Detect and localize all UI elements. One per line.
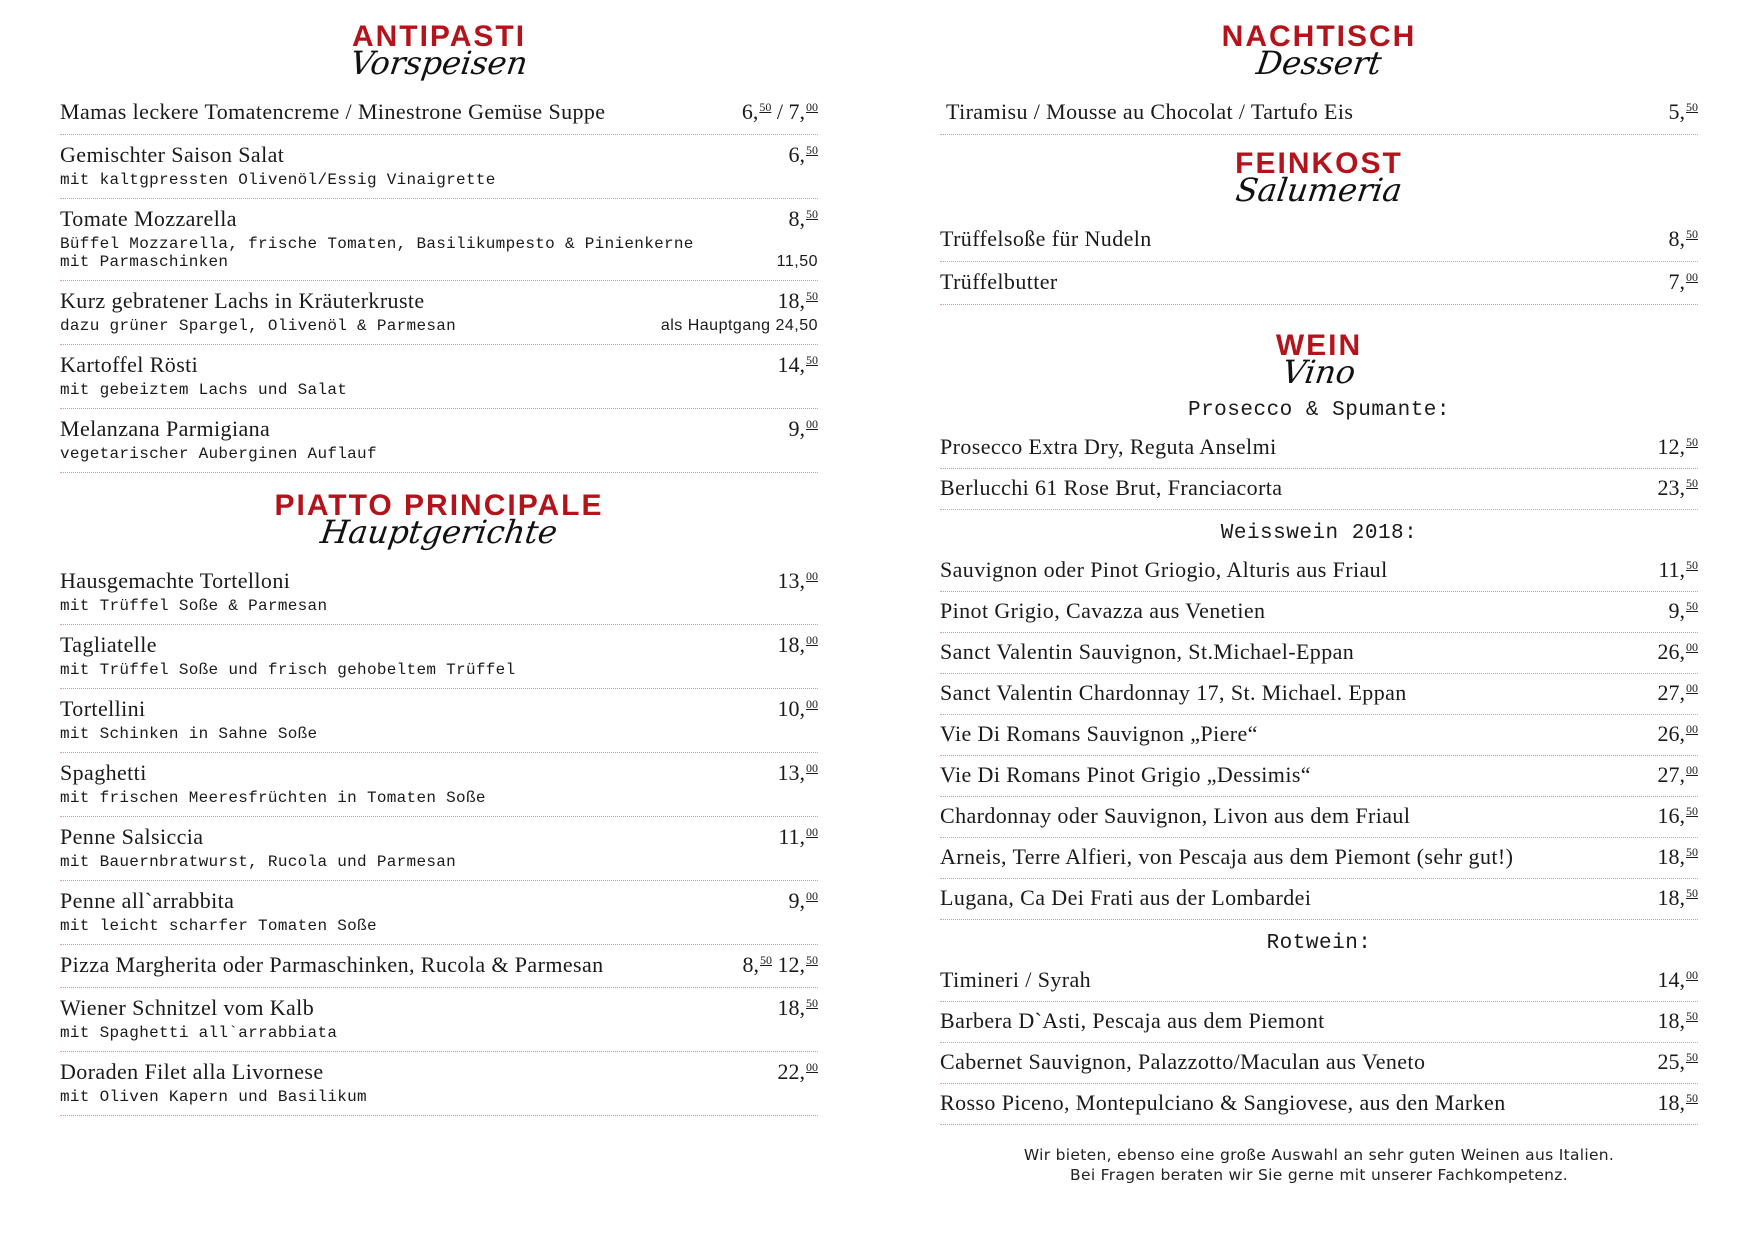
item-price: 26,00 (1657, 639, 1698, 664)
wine-list (940, 399, 1698, 1125)
item-name: Mamas leckere Tomatencreme / Minestrone Gemüse Suppe (60, 99, 606, 124)
item-price: 11,00 (778, 824, 818, 849)
item-name: Vie Di Romans Sauvignon „Piere“ (940, 721, 1258, 746)
item-name: Vie Di Romans Pinot Grigio „Dessimis“ (940, 762, 1311, 787)
item-name: Rosso Piceno, Montepulciano & Sangiovese, aus den Marken (940, 1090, 1506, 1115)
menu-item (60, 988, 818, 1052)
item-price: 18,50 (1657, 844, 1698, 869)
item-name: Gemischter Saison Salat (60, 142, 285, 167)
item-price: 22,00 (777, 1059, 818, 1084)
item-price: 5,50 (1668, 99, 1698, 124)
item-description: mit Schinken in Sahne Soße (60, 725, 318, 743)
item-price: 27,00 (1657, 762, 1698, 787)
wine-item (940, 592, 1698, 633)
item-description: vegetarischer Auberginen Auflauf (60, 445, 377, 463)
wine-note-line1: Wir bieten, ebenso eine große Auswahl an sehr guten Weinen aus Italien. (1023, 1146, 1615, 1164)
item-name: Hausgemachte Tortelloni (60, 568, 291, 593)
item-name: Penne all`arrabbita (60, 888, 235, 913)
menu-item (60, 135, 818, 199)
menu-item (60, 753, 818, 817)
menu-item (940, 92, 1698, 135)
item-name: Barbera D`Asti, Pescaja aus dem Piemont (940, 1008, 1325, 1033)
nachtisch-list (940, 92, 1698, 135)
item-name: Melanzana Parmigiana (60, 416, 271, 441)
menu-item (60, 817, 818, 881)
wine-item (940, 797, 1698, 838)
feinkost-list (940, 219, 1698, 305)
antipasti-title: ANTIPASTI (351, 20, 527, 53)
wein-subtitle: Vino (1280, 353, 1358, 391)
item-name: Chardonnay oder Sauvignon, Livon aus dem Friaul (940, 803, 1411, 828)
wine-category-label: Weisswein 2018: (1220, 522, 1418, 545)
item-description: mit Oliven Kapern und Basilikum (60, 1088, 367, 1106)
wine-item (940, 838, 1698, 879)
menu-item (60, 409, 818, 473)
item-price: 6,50 / 7,00 (741, 99, 818, 124)
wein-header (940, 329, 1698, 391)
item-name: Kurz gebratener Lachs in Kräuterkruste (60, 288, 425, 313)
item-price: 12,50 (1657, 434, 1698, 459)
item-price: 8,50 (788, 206, 818, 231)
nachtisch-title: NACHTISCH (1221, 20, 1417, 53)
item-price: 10,00 (777, 696, 818, 721)
item-price: 26,00 (1657, 721, 1698, 746)
item-description: dazu grüner Spargel, Olivenöl & Parmesan (60, 317, 457, 335)
item-description: mit Spaghetti all`arrabbiata (60, 1024, 338, 1042)
item-description-extra: mit Parmaschinken (60, 253, 229, 271)
wine-note (940, 1145, 1698, 1185)
item-name: Pizza Margherita oder Parmaschinken, Rucola & Parmesan (60, 952, 604, 977)
wine-item (940, 551, 1698, 592)
wine-item (940, 1084, 1698, 1125)
item-name: Pinot Grigio, Cavazza aus Venetien (940, 598, 1266, 623)
menu-item (60, 689, 818, 753)
item-name: Penne Salsiccia (60, 824, 204, 849)
item-name: Wiener Schnitzel vom Kalb (60, 995, 315, 1020)
item-description: mit frischen Meeresfrüchten in Tomaten Soße (60, 789, 486, 807)
item-price: 9,00 (788, 416, 818, 441)
menu-item (60, 92, 818, 135)
item-name: Tomate Mozzarella (60, 206, 237, 231)
item-description: mit gebeiztem Lachs und Salat (60, 381, 348, 399)
item-description: mit Trüffel Soße und frisch gehobeltem Trüffel (60, 661, 516, 679)
item-price: 27,00 (1657, 680, 1698, 705)
menu-item (940, 262, 1698, 305)
wine-item (940, 1002, 1698, 1043)
item-name: Sanct Valentin Chardonnay 17, St. Michael. Eppan (940, 680, 1407, 705)
item-price: 9,00 (788, 888, 818, 913)
left-column (60, 0, 818, 1116)
menu-item (60, 625, 818, 689)
item-description: mit leicht scharfer Tomaten Soße (60, 917, 377, 935)
item-price: 7,00 (1668, 269, 1698, 294)
wine-item (940, 469, 1698, 510)
feinkost-subtitle: Salumeria (1233, 171, 1405, 209)
wine-item (940, 1043, 1698, 1084)
item-price: 8,50 (1668, 226, 1698, 251)
principale-list (60, 561, 818, 1116)
nachtisch-header (940, 20, 1698, 82)
item-name: Spaghetti (60, 760, 147, 785)
feinkost-title: FEINKOST (1235, 147, 1403, 180)
item-name: Sanct Valentin Sauvignon, St.Michael-Eppan (940, 639, 1355, 664)
item-extra-price: als Hauptgang 24,50 (660, 317, 818, 334)
item-price: 18,50 (777, 995, 818, 1020)
item-price: 23,50 (1657, 475, 1698, 500)
item-price: 18,00 (777, 632, 818, 657)
item-price: 13,00 (777, 568, 818, 593)
antipasti-list (60, 92, 818, 473)
antipasti-subtitle: Vorspeisen (347, 44, 531, 82)
wine-note-line2: Bei Fragen beraten wir Sie gerne mit unserer Fachkompetenz. (1070, 1166, 1568, 1184)
principale-header (60, 489, 818, 551)
menu-item (60, 345, 818, 409)
menu-item (60, 945, 818, 988)
item-name: Tagliatelle (60, 632, 157, 657)
item-name: Berlucchi 61 Rose Brut, Franciacorta (940, 475, 1283, 500)
item-name: Sauvignon oder Pinot Griogio, Alturis aus Friaul (940, 557, 1388, 582)
item-name: Timineri / Syrah (940, 967, 1092, 992)
item-name: Lugana, Ca Dei Frati aus der Lombardei (940, 885, 1312, 910)
right-column (940, 0, 1698, 1185)
nachtisch-subtitle: Dessert (1254, 44, 1384, 82)
item-price: 6,50 (788, 142, 818, 167)
item-name: Cabernet Sauvignon, Palazzotto/Maculan aus Veneto (940, 1049, 1426, 1074)
item-description: mit Bauernbratwurst, Rucola und Parmesan (60, 853, 457, 871)
menu-item (60, 881, 818, 945)
item-price: 25,50 (1657, 1049, 1698, 1074)
antipasti-header (60, 20, 818, 82)
item-name: Arneis, Terre Alfieri, von Pescaja aus dem Piemont (sehr gut!) (940, 844, 1514, 869)
item-price: 18,50 (1657, 1090, 1698, 1115)
item-price: 13,00 (777, 760, 818, 785)
item-name: Trüffelbutter (940, 269, 1058, 294)
wine-item (940, 633, 1698, 674)
item-price: 16,50 (1657, 803, 1698, 828)
item-price: 8,50 12,50 (742, 952, 818, 977)
wine-item (940, 674, 1698, 715)
menu-item (940, 219, 1698, 262)
menu-item (60, 1052, 818, 1116)
menu-item (60, 199, 818, 281)
item-price: 9,50 (1668, 598, 1698, 623)
wine-item (940, 715, 1698, 756)
feinkost-header (940, 147, 1698, 209)
item-description: mit kaltgpressten Olivenöl/Essig Vinaigrette (60, 171, 496, 189)
item-description: Büffel Mozzarella, frische Tomaten, Basilikumpesto & Pinienkerne (60, 235, 694, 253)
item-name: Tortellini (60, 696, 146, 721)
item-name: Doraden Filet alla Livornese (60, 1059, 324, 1084)
item-price: 14,50 (777, 352, 818, 377)
wein-title: WEIN (1275, 329, 1363, 362)
menu-item (60, 561, 818, 625)
item-name: Trüffelsoße für Nudeln (940, 226, 1152, 251)
item-extra-price: 11,50 (776, 253, 818, 270)
item-price: 18,50 (777, 288, 818, 313)
wine-item (940, 756, 1698, 797)
item-price: 18,50 (1657, 885, 1698, 910)
item-price: 18,50 (1657, 1008, 1698, 1033)
item-name: Prosecco Extra Dry, Reguta Anselmi (940, 434, 1277, 459)
wine-category-label: Rotwein: (1266, 932, 1372, 955)
wine-category-label: Prosecco & Spumante: (1187, 399, 1451, 422)
item-price: 14,00 (1657, 967, 1698, 992)
item-description: mit Trüffel Soße & Parmesan (60, 597, 328, 615)
principale-title: PIATTO PRINCIPALE (274, 489, 604, 522)
item-price: 11,50 (1658, 557, 1698, 582)
wine-item (940, 961, 1698, 1002)
wine-item (940, 428, 1698, 469)
item-name: Tiramisu / Mousse au Chocolat / Tartufo Eis (946, 99, 1354, 124)
menu-item (60, 281, 818, 345)
item-name: Kartoffel Rösti (60, 352, 199, 377)
principale-subtitle: Hauptgerichte (318, 513, 560, 551)
wine-item (940, 879, 1698, 920)
